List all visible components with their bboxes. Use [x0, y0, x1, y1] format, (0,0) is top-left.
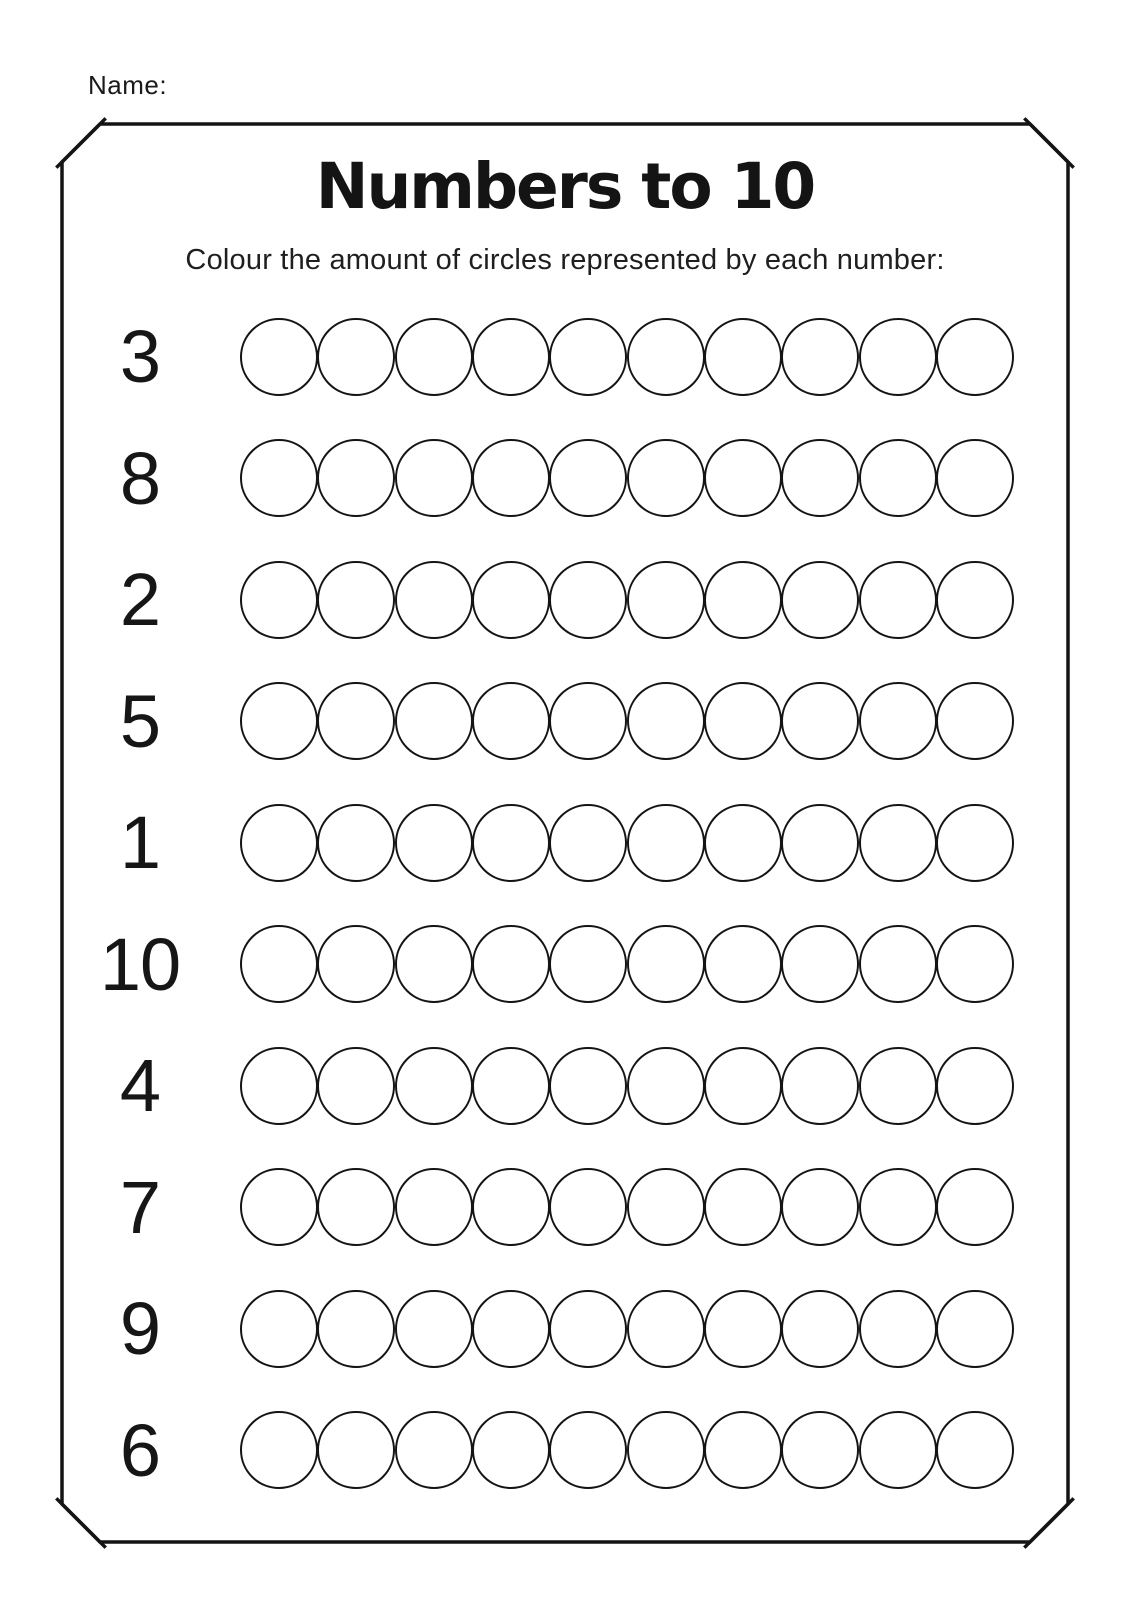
colorable-circle [781, 439, 859, 517]
colorable-circle [472, 1290, 550, 1368]
circle-strip [240, 1290, 1013, 1368]
colorable-circle [317, 1047, 395, 1125]
number-row [0, 539, 1131, 661]
colorable-circle [472, 682, 550, 760]
colorable-circle [704, 1290, 782, 1368]
colorable-circle [395, 1290, 473, 1368]
colorable-circle [472, 925, 550, 1003]
number-row [0, 296, 1131, 418]
colorable-circle [549, 1411, 627, 1489]
colorable-circle [781, 1168, 859, 1246]
colorable-circle [627, 439, 705, 517]
colorable-circle [240, 1290, 318, 1368]
colorable-circle [859, 439, 937, 517]
number-row [0, 1025, 1131, 1147]
colorable-circle [549, 1168, 627, 1246]
colorable-circle [395, 925, 473, 1003]
row-number: 9 [119, 1287, 161, 1371]
colorable-circle [240, 1168, 318, 1246]
colorable-circle [859, 1411, 937, 1489]
colorable-circle [317, 804, 395, 882]
colorable-circle [317, 925, 395, 1003]
row-number: 10 [99, 922, 181, 1006]
colorable-circle [781, 561, 859, 639]
colorable-circle [936, 682, 1014, 760]
colorable-circle [627, 318, 705, 396]
number-row [0, 661, 1131, 783]
colorable-circle [317, 682, 395, 760]
circle-strip [240, 318, 1013, 396]
circle-strip [240, 1411, 1013, 1489]
colorable-circle [395, 1168, 473, 1246]
row-number: 7 [119, 1165, 161, 1249]
colorable-circle [781, 804, 859, 882]
colorable-circle [781, 682, 859, 760]
colorable-circle [472, 1411, 550, 1489]
colorable-circle [704, 682, 782, 760]
colorable-circle [240, 439, 318, 517]
colorable-circle [395, 804, 473, 882]
colorable-circle [395, 1411, 473, 1489]
row-number: 6 [119, 1408, 161, 1492]
colorable-circle [859, 1290, 937, 1368]
colorable-circle [240, 682, 318, 760]
colorable-circle [627, 1290, 705, 1368]
colorable-circle [317, 1168, 395, 1246]
colorable-circle [936, 561, 1014, 639]
colorable-circle [936, 318, 1014, 396]
colorable-circle [859, 925, 937, 1003]
colorable-circle [859, 1168, 937, 1246]
colorable-circle [472, 561, 550, 639]
colorable-circle [472, 318, 550, 396]
row-number: 2 [119, 558, 161, 642]
number-row [0, 1268, 1131, 1390]
colorable-circle [704, 318, 782, 396]
row-number: 1 [119, 801, 161, 885]
rows [0, 296, 1131, 1511]
colorable-circle [704, 561, 782, 639]
colorable-circle [781, 1047, 859, 1125]
circle-strip [240, 1168, 1013, 1246]
colorable-circle [859, 682, 937, 760]
name-label: Name: [88, 70, 168, 100]
colorable-circle [240, 1047, 318, 1125]
number-row [0, 904, 1131, 1026]
colorable-circle [472, 804, 550, 882]
number-row [0, 782, 1131, 904]
colorable-circle [936, 804, 1014, 882]
colorable-circle [549, 682, 627, 760]
colorable-circle [472, 1047, 550, 1125]
colorable-circle [859, 561, 937, 639]
colorable-circle [936, 1047, 1014, 1125]
colorable-circle [627, 1168, 705, 1246]
colorable-circle [627, 682, 705, 760]
colorable-circle [549, 804, 627, 882]
colorable-circle [627, 804, 705, 882]
colorable-circle [317, 318, 395, 396]
colorable-circle [627, 561, 705, 639]
colorable-circle [627, 1047, 705, 1125]
colorable-circle [859, 804, 937, 882]
worksheet-title: Numbers to 10 [315, 150, 815, 223]
colorable-circle [240, 318, 318, 396]
colorable-circle [936, 1168, 1014, 1246]
colorable-circle [704, 439, 782, 517]
circle-strip [240, 439, 1013, 517]
colorable-circle [781, 1290, 859, 1368]
colorable-circle [317, 1411, 395, 1489]
colorable-circle [781, 1411, 859, 1489]
colorable-circle [395, 439, 473, 517]
colorable-circle [936, 439, 1014, 517]
colorable-circle [240, 561, 318, 639]
colorable-circle [704, 1168, 782, 1246]
colorable-circle [859, 1047, 937, 1125]
colorable-circle [627, 925, 705, 1003]
colorable-circle [472, 439, 550, 517]
colorable-circle [936, 1411, 1014, 1489]
circle-strip [240, 561, 1013, 639]
row-number: 4 [119, 1044, 161, 1128]
row-number: 5 [119, 679, 161, 763]
row-number: 3 [119, 315, 161, 399]
colorable-circle [704, 1047, 782, 1125]
colorable-circle [781, 925, 859, 1003]
circle-strip [240, 925, 1013, 1003]
colorable-circle [704, 804, 782, 882]
colorable-circle [704, 1411, 782, 1489]
colorable-circle [240, 1411, 318, 1489]
number-row [0, 1390, 1131, 1512]
colorable-circle [395, 682, 473, 760]
colorable-circle [395, 318, 473, 396]
colorable-circle [240, 804, 318, 882]
worksheet-instruction: Colour the amount of circles represented by each number: [185, 244, 945, 276]
colorable-circle [549, 925, 627, 1003]
colorable-circle [395, 561, 473, 639]
colorable-circle [627, 1411, 705, 1489]
colorable-circle [936, 925, 1014, 1003]
colorable-circle [549, 561, 627, 639]
colorable-circle [317, 1290, 395, 1368]
colorable-circle [704, 925, 782, 1003]
circle-strip [240, 804, 1013, 882]
colorable-circle [317, 439, 395, 517]
circle-strip [240, 682, 1013, 760]
colorable-circle [395, 1047, 473, 1125]
row-number: 8 [119, 436, 161, 520]
colorable-circle [549, 318, 627, 396]
number-row [0, 1147, 1131, 1269]
number-row [0, 418, 1131, 540]
colorable-circle [859, 318, 937, 396]
colorable-circle [240, 925, 318, 1003]
colorable-circle [317, 561, 395, 639]
colorable-circle [781, 318, 859, 396]
colorable-circle [936, 1290, 1014, 1368]
circle-strip [240, 1047, 1013, 1125]
colorable-circle [549, 439, 627, 517]
colorable-circle [549, 1290, 627, 1368]
colorable-circle [472, 1168, 550, 1246]
colorable-circle [549, 1047, 627, 1125]
